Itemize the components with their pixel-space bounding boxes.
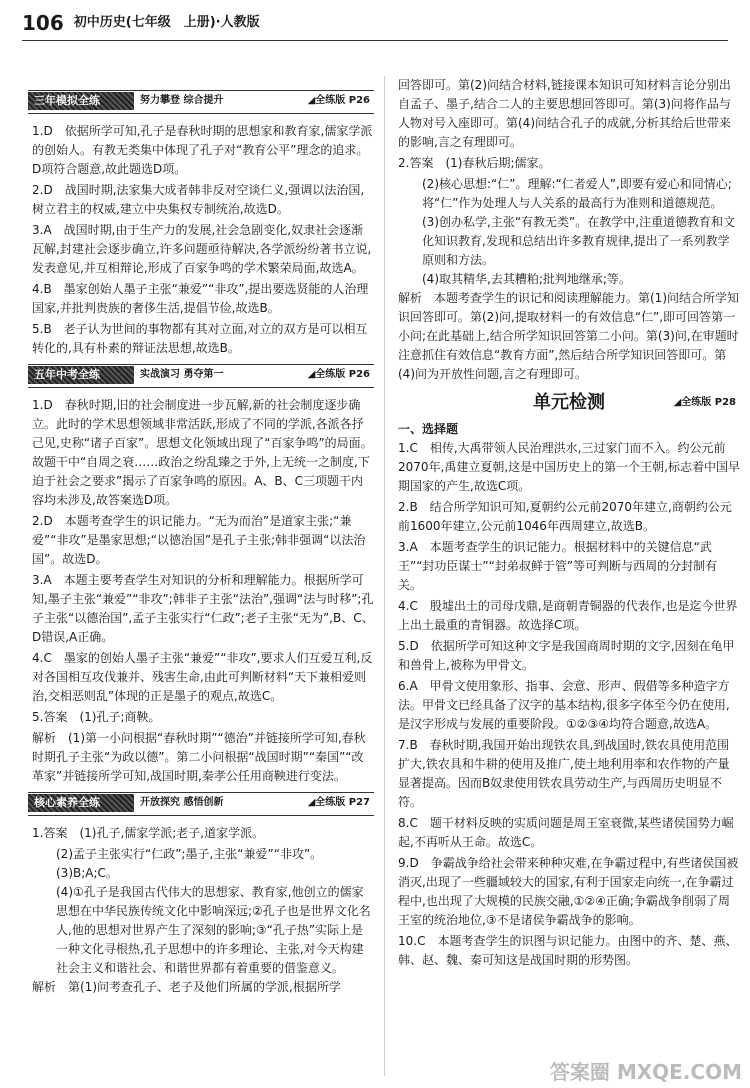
answer-item: 2.D 战国时期,法家集大成者韩非反对空谈仁义,强调以法治国,树立君主的权威,建立中央集权专制统治,故选D。 xyxy=(32,183,365,216)
answer-analysis: 解析 (1)第一小问根据“春秋时期”“德治”并链接所学可知,春秋时期孔子主张“为政以德”。第二小问根据“战国时期”“秦国”“改革家”并链接所学可知,战国时期,秦孝公任用商鞅进行变法。 xyxy=(32,731,366,783)
answer-item: 4.C 殷墟出土的司母戊鼎,是商朝青铜器的代表作,也是迄今世界上出土最重的青铜器。故选择C项。 xyxy=(398,599,738,632)
section-banner-three-year xyxy=(28,90,374,114)
unit-ref: ◢全练版 P28 xyxy=(673,397,736,408)
answer-item: 1.答案 (1)孔子,儒家学派;老子,道家学派。 xyxy=(32,826,265,840)
answer-analysis: 解析 第(1)问考查孔子、老子及他们所属的学派,根据所学 xyxy=(32,980,341,994)
answer-item: 1.C 相传,大禹带领人民治理洪水,三过家门而不入。约公元前2070年,禹建立夏朝,这是中国历史上的第一个王朝,标志着中国早期国家的产生,故选C项。 xyxy=(398,441,740,493)
page-number: 106 xyxy=(22,11,64,35)
right-column xyxy=(398,76,740,972)
answer-subitem: (2)孟子主张实行“仁政”;墨子,主张“兼爱”“非攻”。 xyxy=(56,847,323,861)
answer-subitem: (3)创办私学,主张“有教无类”。在教学中,注重道德教育和文化知识教育,发现和总结出许多教育规律,提出了一系列教学原则和方法。 xyxy=(422,215,736,267)
watermark: 答案圈 MXQE.COM xyxy=(549,1060,742,1084)
answer-item: 1.D 依据所学可知,孔子是春秋时期的思想家和教育家,儒家学派的创始人。有教无类集中体现了孔子对“教育公平”理念的追求。D项符合题意,故此题选D项。 xyxy=(32,124,373,176)
banner-slogan: 实战演习 勇夺第一 xyxy=(140,369,224,380)
answer-subitem: (4)①孔子是我国古代伟大的思想家、教育家,他创立的儒家思想在中华民族传统文化中影响深远;②孔子也是世界文化名人,他的思想对世界产生了深刻的影响;③“孔子热”实际上是一种文化寻根热,孔子思想中的许多理论、主张,对今天构建社会主义和谐社会、和谐世界都有着重要的借鉴意义。 xyxy=(56,885,371,975)
page-header xyxy=(22,8,728,38)
answer-list-5 xyxy=(398,439,740,970)
answer-item: 5.答案 (1)孔子;商鞅。 xyxy=(32,710,161,724)
answer-item: 2.D 本题考查学生的识记能力。“无为而治”是道家主张;“兼爱”“非攻”是墨家思想;“以德治国”是孔子主张;韩非强调“以法治国”。故选D。 xyxy=(32,514,366,566)
answer-item: 3.A 战国时期,由于生产力的发展,社会急剧变化,奴隶社会逐渐瓦解,封建社会逐步确立,许多问题亟待解决,各学派纷纷著书立说,发表意见,并互相辩论,形成了百家争鸣的学术繁荣局面,故选A。 xyxy=(32,223,372,275)
header-rule xyxy=(22,40,728,41)
left-column xyxy=(32,84,374,999)
banner-ref: ◢全练版 P26 xyxy=(307,95,370,106)
page-title: 初中历史(七年级 上册)·人教版 xyxy=(73,15,260,30)
answer-item: 5.D 依据所学可知这种文字是我国商周时期的文字,因刻在龟甲和兽骨上,被称为甲骨文。 xyxy=(398,639,735,672)
answer-item: 8.C 题干材料反映的实质问题是周王室衰微,某些诸侯国势力崛起,不再听从王命。故选C。 xyxy=(398,816,734,849)
answer-item: 7.B 春秋时期,我国开始出现铁农具,到战国时,铁农具使用范围扩大,铁农具和牛耕的使用及推广,使土地利用率和农作物的产量显著提高。因而B奴隶使用铁农具劳动生产,与西周历史明显不符。 xyxy=(398,738,730,809)
banner-tag: 三年模拟全练 xyxy=(28,92,134,110)
answer-item: 10.C 本题考查学生的识图与识记能力。由图中的齐、楚、燕、韩、赵、魏、秦可知这是战国时期的形势图。 xyxy=(398,934,738,967)
banner-tag: 核心素养全练 xyxy=(28,794,134,812)
unit-title: 单元检测 xyxy=(533,392,605,413)
banner-ref: ◢全练版 P27 xyxy=(307,797,370,808)
answer-subitem: (2)核心思想:“仁”。理解:“仁者爱人”,即要有爱心和同情心;将“仁”作为处理人与人关系的最高行为准则和道德规范。 xyxy=(422,177,732,210)
unit-test-heading xyxy=(398,390,740,416)
answer-analysis: 解析 本题考查学生的识记和阅读理解能力。第(1)问结合所学知识回答即可。第(2)问,提取材料一的有效信息“仁”,即可回答第一小问;在此基础上,结合所学知识回答第二小问。第(3)问,在审题时注意抓住有效信息“教育方面”,然后结合所学知识回答即可。第(4)问为开放性问题,言之有理即可。 xyxy=(398,291,740,381)
answer-item: 5.B 老子认为世间的事物都有其对立面,对立的双方是可以相互转化的,具有朴素的辩证法思想,故选B。 xyxy=(32,322,368,355)
answer-item: 2.B 结合所学知识可知,夏朝约公元前2070年建立,商朝约公元前1600年建立,公元前1046年西周建立,故选B。 xyxy=(398,500,732,533)
answer-item: 6.A 甲骨文使用象形、指事、会意、形声、假借等多种造字方法。甲骨文已经具备了汉字的基本结构,很多字体至今仍在使用,是汉字形成与发展的重要阶段。①②③④均符合题意,故选A。 xyxy=(398,679,730,731)
answer-item: 3.A 本题考查学生的识记能力。根据材料中的关键信息“武王”“封功臣谋士”“封弟叔鲜于管”等可判断与西周的分封制有关。 xyxy=(398,540,718,592)
banner-slogan: 努力攀登 综合提升 xyxy=(140,95,224,106)
answer-list-1 xyxy=(32,122,374,358)
answer-list-4 xyxy=(398,76,740,384)
answer-subitem: (3)B;A;C。 xyxy=(56,866,118,880)
answer-list-3 xyxy=(32,824,374,997)
answer-continuation: 回答即可。第(2)问结合材料,链接课本知识可知材料言论分别出自孟子、墨子,结合二人的主要思想回答即可。第(3)问将作品与人物对号入座即可。第(4)问结合孔子的成就,分析其给后世带来的影响,言之有理即可。 xyxy=(398,78,731,149)
column-divider xyxy=(384,76,385,1076)
answer-item: 2.答案 (1)春秋后期;儒家。 xyxy=(398,156,551,170)
answer-item: 1.D 春秋时期,旧的社会制度进一步瓦解,新的社会制度逐步确立。此时的学术思想领域非常活跃,形成了不同的学派,各派各抒己见,史称“诸子百家”。思想文化领域出现了“百家争鸣”的局面。故题干中“自周之衰……政治之纷乱臻之于外,上无统一之制度,下迫于社会之要求”揭示了百家争鸣的原因。A、B、C三项题干内容均未涉及,故答案选D项。 xyxy=(32,398,373,507)
section-banner-five-year xyxy=(28,364,374,388)
answer-subitem: (4)取其精华,去其糟粕;批判地继承;等。 xyxy=(422,272,631,286)
answer-item: 4.B 墨家创始人墨子主张“兼爱”“非攻”,提出要选贤能的人治理国家,并批判贵族的奢侈生活,提倡节俭,故选B。 xyxy=(32,282,369,315)
answer-item: 4.C 墨家的创始人墨子主张“兼爱”“非攻”,要求人们互爱互利,反对各国相互攻伐兼并、残害生命,由此可判断材料“天下兼相爱则治,交相恶则乱”体现的正是墨子的观点,故选C。 xyxy=(32,651,373,703)
section-banner-core-literacy xyxy=(28,792,374,816)
banner-ref: ◢全练版 P26 xyxy=(307,369,370,380)
banner-slogan: 开放探究 感悟创新 xyxy=(140,797,224,808)
banner-tag: 五年中考全练 xyxy=(28,366,134,384)
section-title: 一、选择题 xyxy=(398,422,459,436)
answer-item: 9.D 争霸战争给社会带来种种灾难,在争霸过程中,有些诸侯国被消灭,出现了一些疆域较大的国家,有利于国家走向统一,在争霸过程中,也出现了大规模的民族交融,①②④正确;争霸战争削弱了周王室的统治地位,③不是诸侯争霸战争的影响。 xyxy=(398,856,739,927)
answer-item: 3.A 本题主要考查学生对知识的分析和理解能力。根据所学可知,墨子主张“兼爱”“非攻”;韩非子主张“法治”,强调“法与时移”;孔子主张“以德治国”,孟子主张实行“仁政”;老子主张“无为”,B、C、D错误,A正确。 xyxy=(32,573,374,644)
answer-list-2 xyxy=(32,396,374,786)
